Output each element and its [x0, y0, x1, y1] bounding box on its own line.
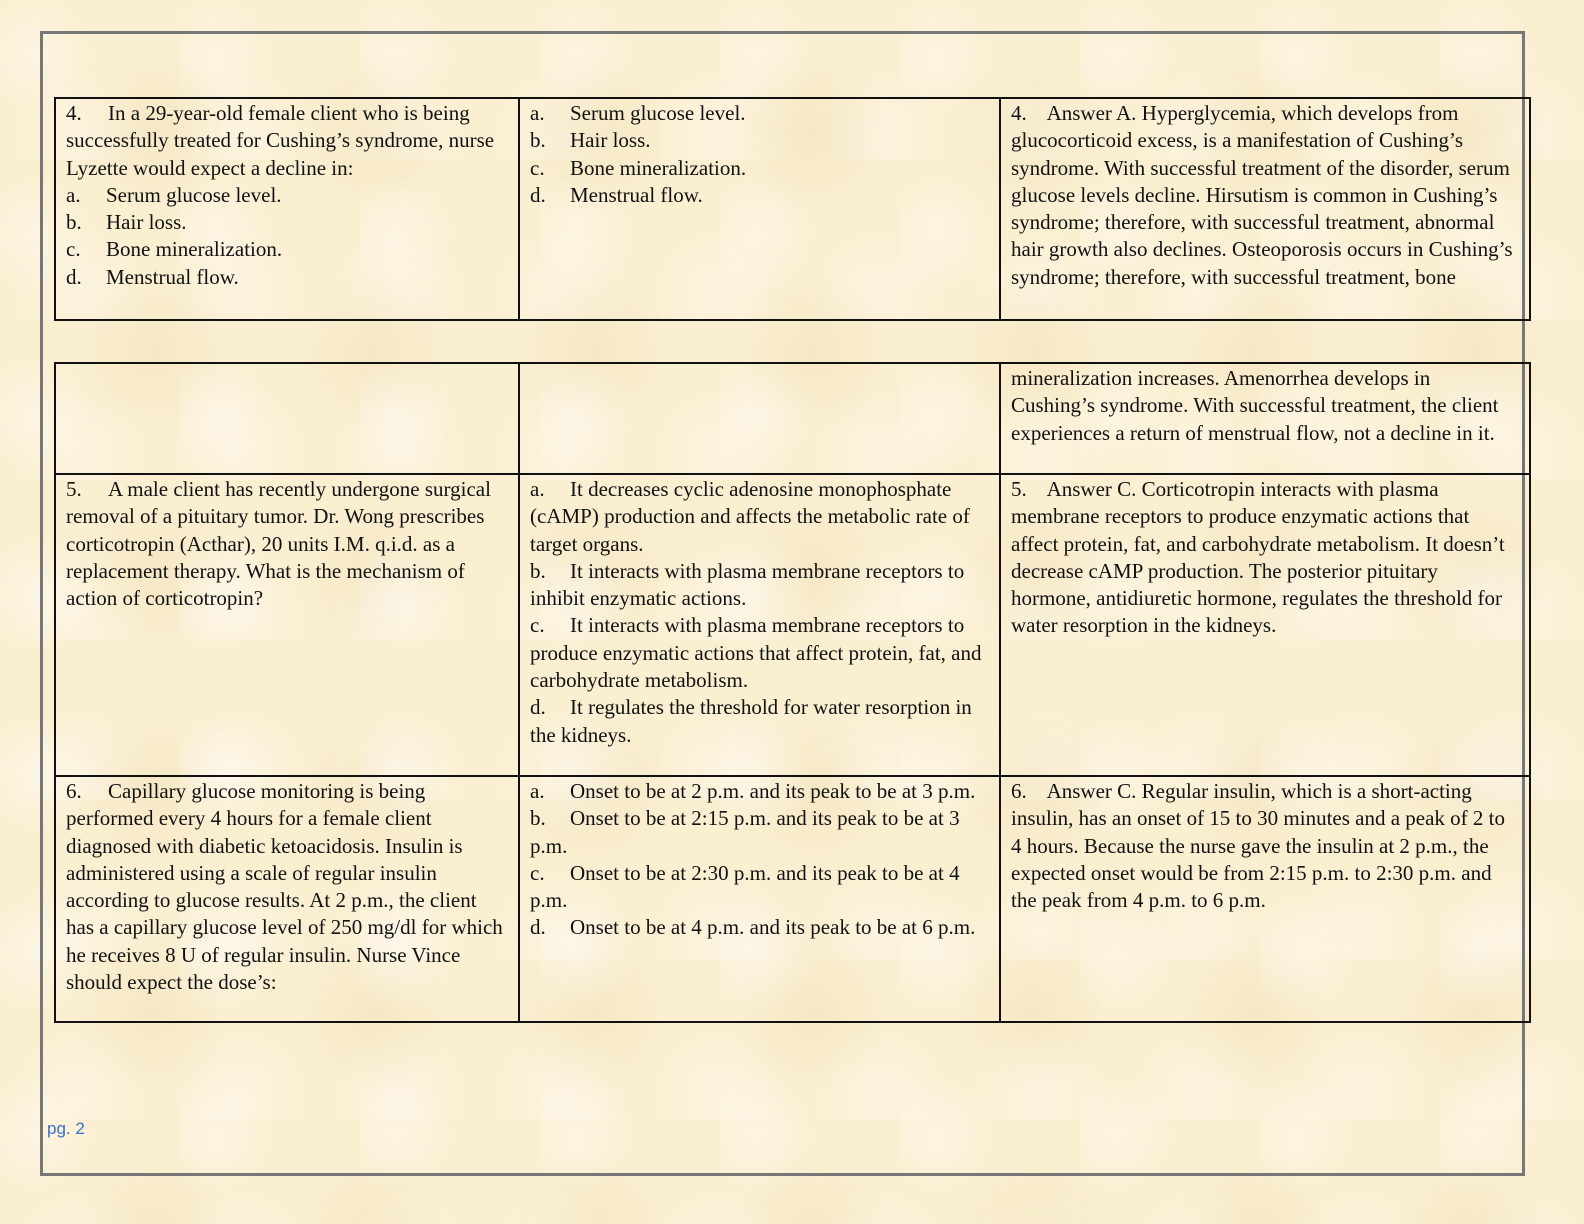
- option-item: [530, 612, 989, 694]
- question-cell: [55, 776, 519, 1022]
- inline-option: [66, 236, 508, 263]
- option-item: [530, 860, 989, 915]
- option-text: Bone mineralization.: [570, 155, 747, 180]
- option-item: [530, 155, 989, 182]
- question-table-2: [54, 362, 1531, 1023]
- option-label: a.: [66, 182, 81, 207]
- options-cell: [519, 98, 1000, 320]
- option-text: It interacts with plasma membrane receptors to inhibit enzymatic actions.: [530, 558, 965, 611]
- option-item: [530, 476, 989, 558]
- question-number: 4.: [66, 101, 82, 125]
- option-label: c.: [530, 860, 545, 885]
- question-text: A male client has recently undergone surgical removal of a pituitary tumor. Dr. Wong prescribes corticotropin (Acthar), 20 units I.M. q.i.d. as a replacement therapy. What is the mechanism of action of corticotropin?: [66, 477, 491, 611]
- answer-cell: [1000, 363, 1530, 474]
- option-label: b.: [66, 210, 82, 235]
- table-row: [55, 98, 1530, 320]
- option-item: [530, 100, 989, 127]
- table-row: [55, 776, 1530, 1022]
- option-label: d.: [530, 915, 546, 940]
- option-label: b.: [530, 128, 546, 153]
- question-number: 6.: [66, 779, 82, 803]
- question-cell: [55, 98, 519, 320]
- options-cell: [519, 474, 1000, 776]
- table-row: [55, 363, 1530, 474]
- table-row: [55, 474, 1530, 776]
- option-label: d.: [66, 264, 82, 289]
- option-text: Onset to be at 4 p.m. and its peak to be at 6 p.m.: [570, 915, 976, 940]
- option-text: Onset to be at 2:30 p.m. and its peak to be at 4 p.m.: [530, 860, 960, 913]
- question-number: 5.: [66, 477, 82, 501]
- question-text: In a 29-year-old female client who is being successfully treated for Cushing’s syndrome, nurse Lyzette would expect a decline in:: [66, 101, 495, 180]
- option-text: Serum glucose level.: [106, 182, 282, 207]
- option-label: b.: [530, 558, 546, 583]
- option-item: [530, 127, 989, 154]
- answer-cell: [1000, 474, 1530, 776]
- option-label: d.: [530, 182, 546, 207]
- option-item: [530, 914, 989, 941]
- option-label: c.: [66, 237, 81, 262]
- option-text: Menstrual flow.: [570, 182, 703, 207]
- option-text: Hair loss.: [570, 128, 651, 153]
- option-label: c.: [530, 155, 545, 180]
- answer-cell: [1000, 776, 1530, 1022]
- inline-option: [66, 264, 508, 291]
- empty-cell: [519, 363, 1000, 474]
- option-item: [530, 694, 989, 749]
- option-text: It regulates the threshold for water resorption in the kidneys.: [530, 695, 972, 747]
- page-number: pg. 2: [47, 1119, 85, 1138]
- answer-text: 4. Answer A. Hyperglycemia, which develops from glucocorticoid excess, is a manifestation of Cushing’s syndrome. With successful treatment of the disorder, serum glucose levels decline. Hirsutism is common in Cushing’s syndrome; therefore, with successful treatment, abnormal hair growth also declines. Osteoporosis occurs in Cushing’s syndrome; therefore, with successful treatment, bone: [1011, 101, 1518, 289]
- option-item: [530, 558, 989, 613]
- option-label: a.: [530, 101, 545, 125]
- option-label: c.: [530, 613, 545, 638]
- option-text: It interacts with plasma membrane receptors to produce enzymatic actions that affect protein, fat, and carbohydrate metabolism.: [530, 613, 982, 693]
- option-text: Onset to be at 2:15 p.m. and its peak to be at 3 p.m.: [530, 806, 960, 858]
- inline-option: [66, 209, 508, 236]
- option-label: a.: [530, 779, 545, 803]
- option-text: Bone mineralization.: [106, 237, 283, 262]
- option-label: b.: [530, 806, 546, 831]
- option-text: Onset to be at 2 p.m. and its peak to be at 3 p.m.: [570, 779, 976, 803]
- options-cell: [519, 776, 1000, 1022]
- question-cell: [55, 474, 519, 776]
- empty-cell: [55, 363, 519, 474]
- option-text: Hair loss.: [106, 210, 187, 235]
- answer-text: 5. Answer C. Corticotropin interacts with plasma membrane receptors to produce enzymatic actions that affect protein, fat, and carbohydrate metabolism. It doesn’t decrease cAMP production. The posterior pituitary hormone, antidiuretic hormone, regulates the threshold for water resorption in the kidneys.: [1011, 477, 1510, 638]
- answer-cell: [1000, 98, 1530, 320]
- answer-text: mineralization increases. Amenorrhea develops in Cushing’s syndrome. With successful treatment, the client experiences a return of menstrual flow, not a decline in it.: [1011, 366, 1499, 445]
- option-label: d.: [530, 695, 546, 720]
- option-text: Serum glucose level.: [570, 101, 746, 125]
- option-text: It decreases cyclic adenosine monophosphate (cAMP) production and affects the metabolic rate of target organs.: [530, 477, 970, 556]
- option-item: [530, 805, 989, 860]
- option-item: [530, 778, 989, 805]
- option-item: [530, 182, 989, 209]
- answer-text: 6. Answer C. Regular insulin, which is a short-acting insulin, has an onset of 15 to 30 minutes and a peak of 2 to 4 hours. Because the nurse gave the insulin at 2 p.m., the expected onset would be from 2:15 p.m. to 2:30 p.m. and the peak from 4 p.m. to 6 p.m.: [1011, 779, 1511, 913]
- question-table-1: [54, 97, 1531, 321]
- question-text: Capillary glucose monitoring is being performed every 4 hours for a female client diagnosed with diabetic ketoacidosis. Insulin is administered using a scale of regular insulin according to glucose results. At 2 p.m., the client has a capillary glucose level of 250 mg/dl for which he receives 8 U of regular insulin. Nurse Vince should expect the dose’s:: [66, 779, 503, 995]
- option-text: Menstrual flow.: [106, 264, 239, 289]
- inline-option: [66, 182, 508, 209]
- option-label: a.: [530, 477, 545, 501]
